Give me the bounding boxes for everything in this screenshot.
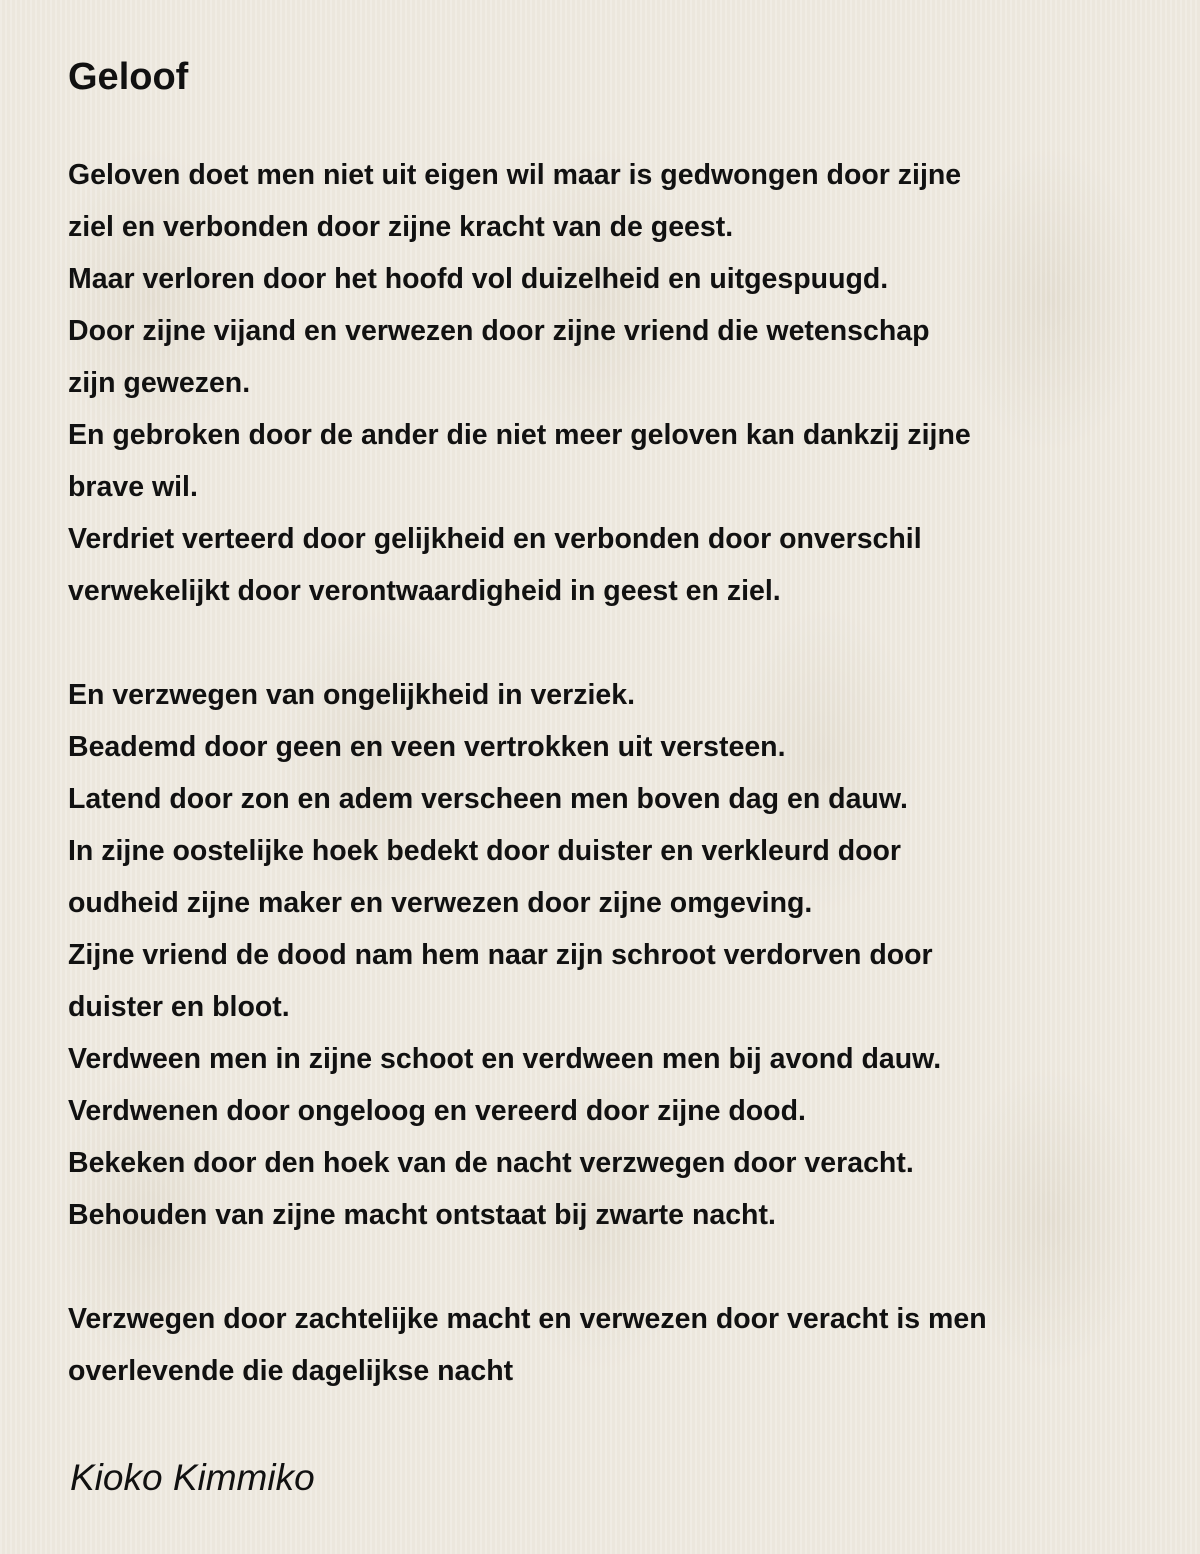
poem-line: duister en bloot.	[68, 991, 290, 1023]
stanza-break	[68, 617, 1138, 669]
poem-line: En verzwegen van ongelijkheid in verziek.	[68, 679, 636, 711]
poem-line: Behouden van zijne macht ontstaat bij zwarte nacht.	[68, 1199, 776, 1231]
poem-author: Kioko Kimmiko	[70, 1457, 315, 1498]
poem-line: Verdwenen door ongeloog en vereerd door zijne dood.	[68, 1095, 806, 1127]
poem-line: zijn gewezen.	[68, 367, 251, 399]
poem-title: Geloof	[68, 56, 189, 98]
poem-line: In zijne oostelijke hoek bedekt door duister en verkleurd door	[68, 835, 902, 867]
poem-line: En gebroken door de ander die niet meer geloven kan dankzij zijne	[68, 419, 971, 451]
poem-line: Verdriet verteerd door gelijkheid en verbonden door onverschil	[68, 523, 922, 555]
poem-line: Zijne vriend de dood nam hem naar zijn schroot verdorven door	[68, 939, 933, 971]
poem-line: verwekelijkt door verontwaardigheid in geest en ziel.	[68, 575, 781, 607]
poem-line: Door zijne vijand en verwezen door zijne vriend die wetenschap	[68, 315, 930, 347]
poem-line: brave wil.	[68, 471, 198, 503]
poem-line: Latend door zon en adem verscheen men boven dag en dauw.	[68, 783, 908, 815]
poem-line: Maar verloren door het hoofd vol duizelheid en uitgespuugd.	[68, 263, 889, 295]
poem-body	[68, 149, 1138, 1397]
poem-line: overlevende die dagelijkse nacht	[68, 1355, 514, 1387]
poem-line: Bekeken door den hoek van de nacht verzwegen door veracht.	[68, 1147, 914, 1179]
poem-line: oudheid zijne maker en verwezen door zijne omgeving.	[68, 887, 813, 919]
poem-line: Verzwegen door zachtelijke macht en verwezen door veracht is men	[68, 1303, 987, 1335]
poem-line: ziel en verbonden door zijne kracht van de geest.	[68, 211, 734, 243]
stanza-break	[68, 1241, 1138, 1293]
poem-line: Geloven doet men niet uit eigen wil maar is gedwongen door zijne	[68, 159, 962, 191]
poem-line: Verdween men in zijne schoot en verdween men bij avond dauw.	[68, 1043, 942, 1075]
poem-line: Beademd door geen en veen vertrokken uit versteen.	[68, 731, 786, 763]
